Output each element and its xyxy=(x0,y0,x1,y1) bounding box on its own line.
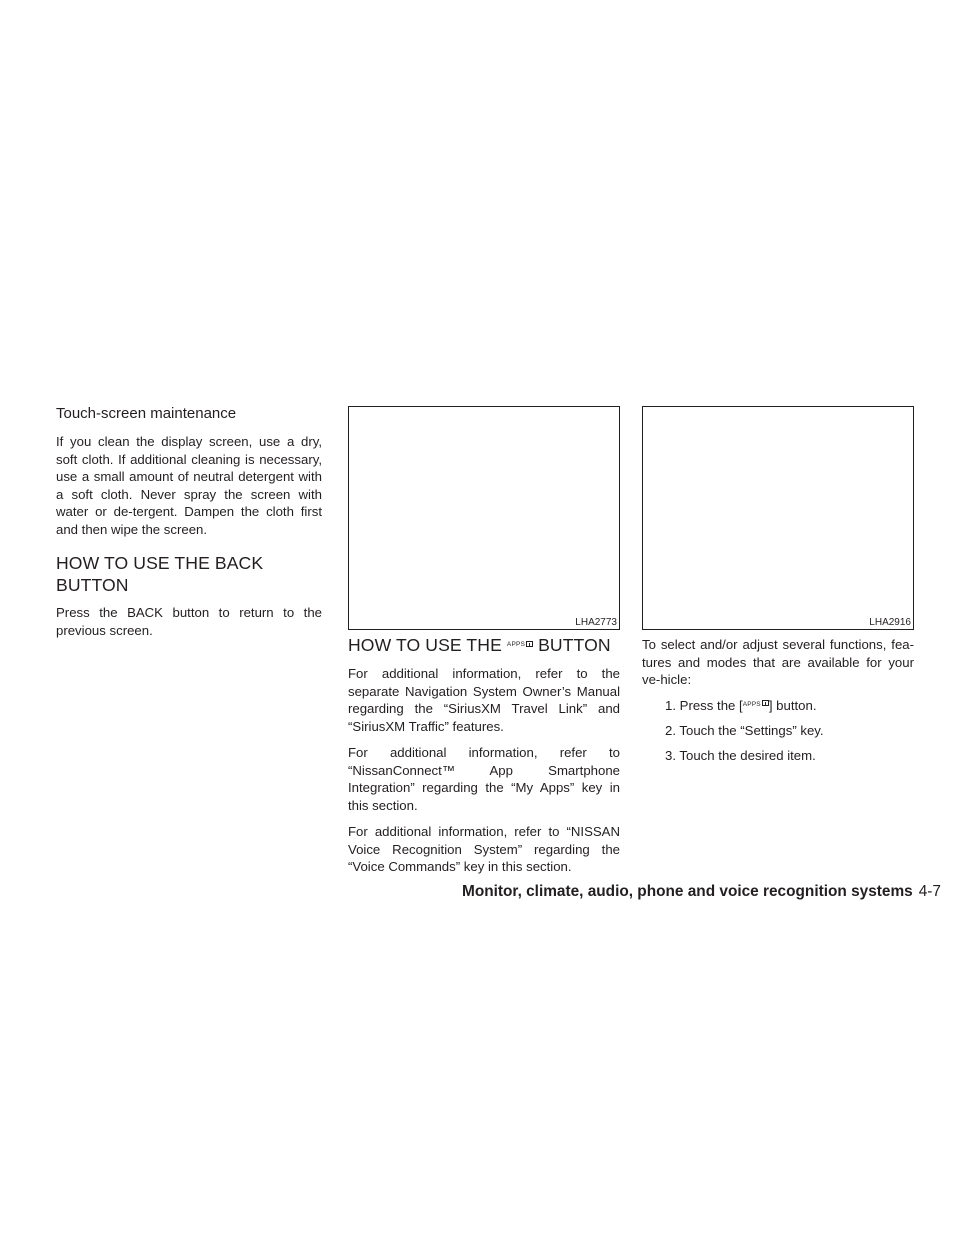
apps-para-2: For additional information, refer to “NissanConnect™ App Smartphone Integration” regarding the “My Apps” key in this section. xyxy=(348,745,620,813)
back-button-heading: HOW TO USE THE BACK BUTTON xyxy=(56,553,264,595)
apps-para-1: For additional information, refer to the separate Navigation System Owner’s Manual regarding the “SiriusXM Travel Link” and “SiriusXM Traffic” features. xyxy=(348,666,620,734)
apps-icon-text: APPS xyxy=(506,641,526,649)
apps-icon xyxy=(507,641,533,649)
figure-lha2773 xyxy=(348,406,620,630)
back-button-body: Press the BACK button to return to the previous screen. xyxy=(56,605,322,638)
figure-label: LHA2773 xyxy=(575,617,617,628)
figure-lha2916 xyxy=(642,406,914,630)
apps-para-3: For additional information, refer to “NISSAN Voice Recognition System” regarding the “Voice Commands” key in this section. xyxy=(348,824,620,874)
settings-intro: To select and/or adjust several functions, fea-tures and modes that are available for your ve-hicle: xyxy=(642,637,914,687)
touch-screen-heading: Touch-screen maintenance xyxy=(56,405,237,422)
settings-steps xyxy=(642,697,914,765)
touch-screen-body: If you clean the display screen, use a dry, soft cloth. If additional cleaning is necessary, use a small amount of neutral detergent with a soft cloth. Never spray the screen with water or de-tergent. Dampen the cloth first and then wipe the screen. xyxy=(56,434,322,537)
apps-icon-box xyxy=(762,700,769,706)
apps-icon xyxy=(743,701,769,709)
apps-icon-text: APPS xyxy=(742,701,761,709)
footer-page-number: 4-7 xyxy=(918,883,941,900)
middle-column xyxy=(348,634,620,876)
apps-heading-prefix: HOW TO USE THE xyxy=(348,635,502,655)
figure-label: LHA2916 xyxy=(869,617,911,628)
step-2: 2. Touch the “Settings” key. xyxy=(665,722,824,738)
step-1-prefix: 1. Press the [ xyxy=(665,697,743,713)
page-footer xyxy=(462,882,941,902)
footer-section-title: Monitor, climate, audio, phone and voice recognition systems xyxy=(462,883,913,900)
step-1-suffix: ] button. xyxy=(768,697,817,713)
apps-icon-box xyxy=(526,641,533,647)
step-1 xyxy=(642,697,914,715)
left-column xyxy=(56,404,322,639)
right-column xyxy=(642,636,914,772)
step-3: 3. Touch the desired item. xyxy=(665,747,816,763)
apps-heading-suffix: BUTTON xyxy=(538,635,611,655)
apps-button-heading xyxy=(348,634,620,656)
